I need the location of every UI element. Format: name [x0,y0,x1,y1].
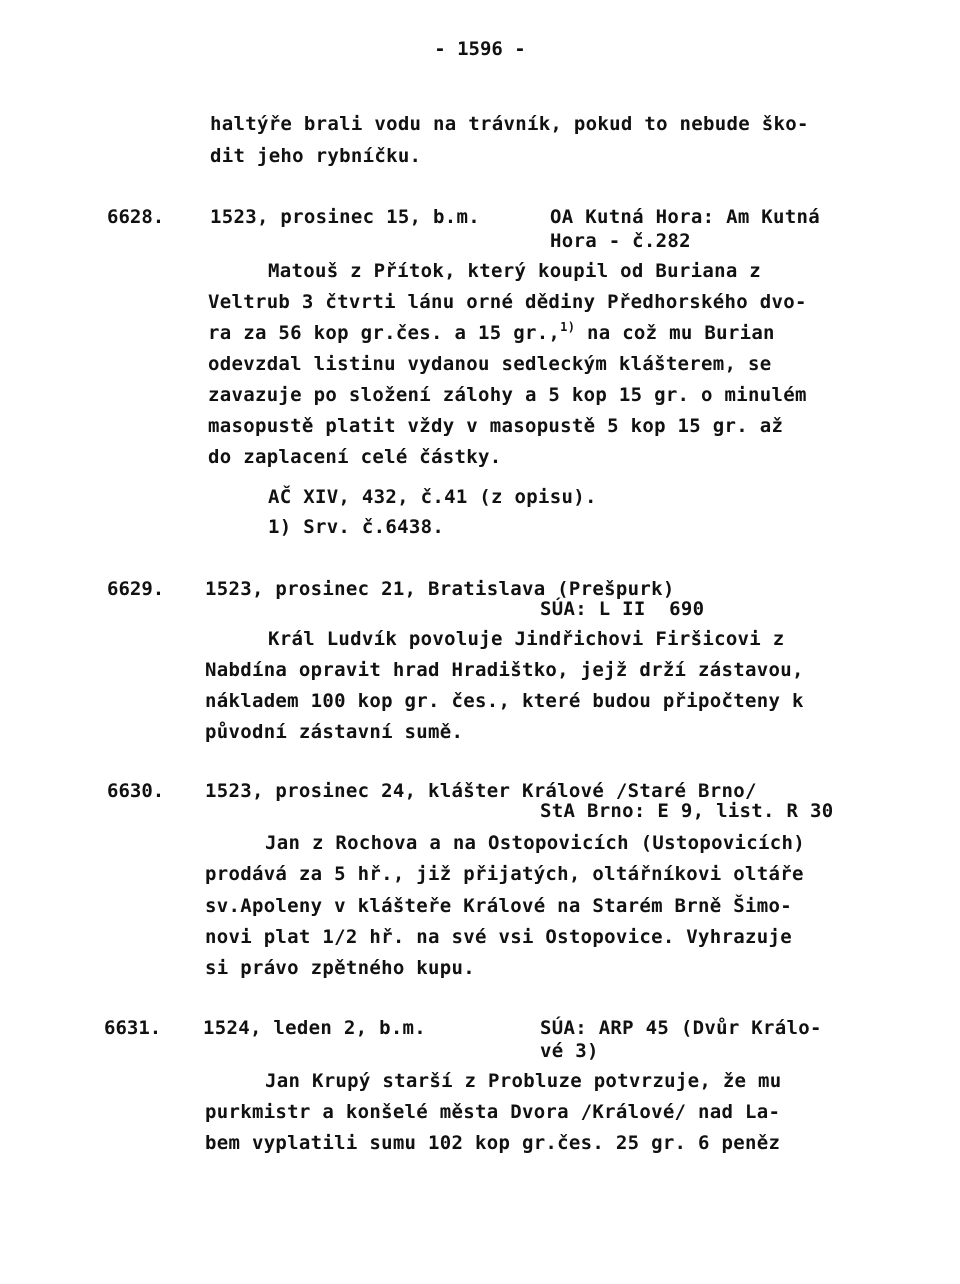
entry-source: vé 3) [540,1040,599,1062]
entry-date-place: 1523, prosinec 21, Bratislava (Prešpurk) [205,578,675,600]
text-line: si právo zpětného kupu. [205,957,475,979]
footnote: 1) Srv. č.6438. [268,516,445,538]
entry-number: 6629. [107,578,165,600]
text-line: Veltrub 3 čtvrti lánu orné dědiny Předhorského dvo- [208,291,807,313]
text-line: purkmistr a konšelé města Dvora /Králové/ nad La- [205,1101,781,1123]
entry-number: 6628. [107,206,165,228]
footnote-marker: 1) [560,320,576,334]
text-line: do zaplacení celé částky. [208,446,502,468]
text-line: novi plat 1/2 hř. na své vsi Ostopovice. Vyhrazuje [205,926,792,948]
entry-source: SÚA: L II 690 [540,598,705,620]
page-number: - 1596 - [434,38,526,60]
text-line: bem vyplatili sumu 102 kop gr.čes. 25 gr. 6 peněz [205,1132,781,1154]
text-line: prodává za 5 hř., již přijatých, oltářníkovi oltáře [205,863,804,885]
entry-date-place: 1524, leden 2, b.m. [203,1017,427,1039]
entry-number: 6631. [104,1017,162,1039]
text-line: Matouš z Přítok, který koupil od Buriana z [268,260,762,282]
entry-date-place: 1523, prosinec 15, b.m. [210,206,480,228]
text-line: Jan z Rochova a na Ostopovicích (Ustopovicích) [265,832,805,854]
text-line: zavazuje po složení zálohy a 5 kop 15 gr. o minulém [208,384,807,406]
text-line: Král Ludvík povoluje Jindřichovi Firšicovi z [268,628,785,650]
text-line: Nabdína opravit hrad Hradištko, jejž drží zástavou, [205,659,804,681]
text-line: odevzdal listinu vydanou sedleckým klášterem, se [208,353,772,375]
text-line: dit jeho rybníčku. [210,145,422,167]
text-line: masopustě platit vždy v masopustě 5 kop 15 gr. až [208,415,784,437]
entry-number: 6630. [107,780,165,802]
text-line: Jan Krupý starší z Probluze potvrzuje, že mu [265,1070,782,1092]
text-line: haltýře brali vodu na trávník, pokud to nebude ško- [210,113,809,135]
entry-source: StA Brno: E 9, list. R 30 [540,800,834,822]
text-line: původní zástavní sumě. [205,721,464,743]
archival-note: AČ XIV, 432, č.41 (z opisu). [268,486,597,508]
entry-date-place: 1523, prosinec 24, klášter Králové /Staré Brno/ [205,780,757,802]
text-line: nákladem 100 kop gr. čes., které budou připočteny k [205,690,804,712]
entry-source: SÚA: ARP 45 (Dvůr Králo- [540,1017,822,1039]
text-line: ra za 56 kop gr.čes. a 15 gr., [208,322,561,344]
text-line-tail: na což mu Burian [575,322,775,344]
entry-source: Hora - č.282 [550,230,691,252]
text-line-with-footnote [208,322,775,344]
text-line: sv.Apoleny v klášteře Králové na Starém Brně Šimo- [205,895,792,917]
entry-source: OA Kutná Hora: Am Kutná [550,206,820,228]
